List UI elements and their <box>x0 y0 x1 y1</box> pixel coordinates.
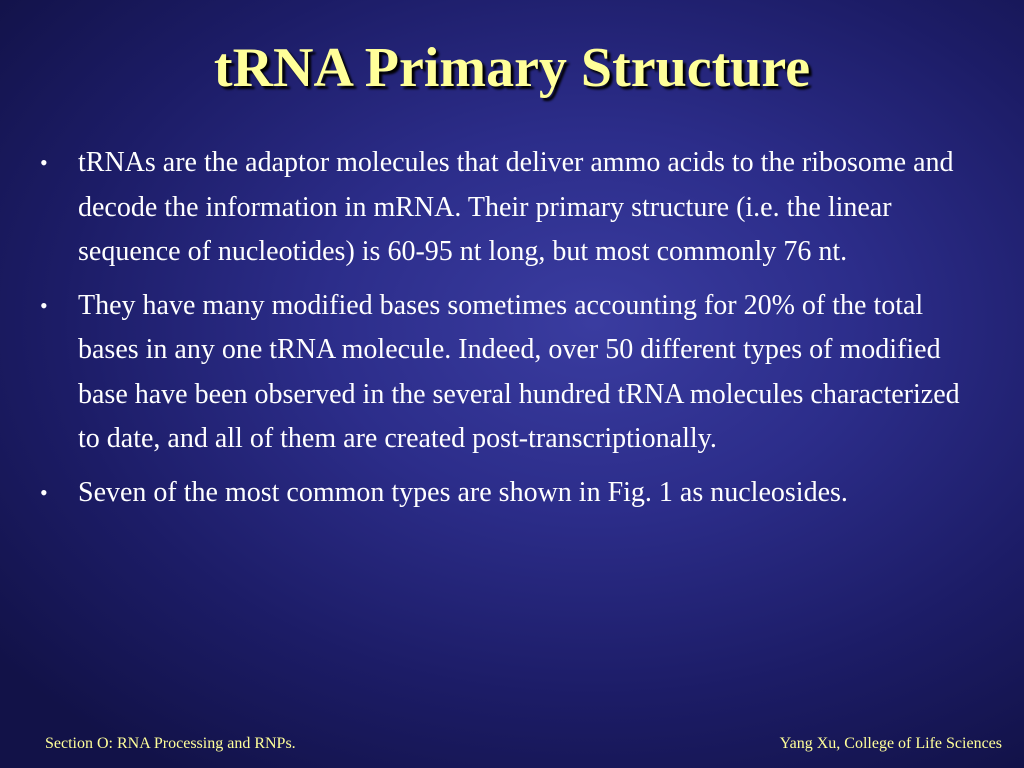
footer-section-label: Section O: RNA Processing and RNPs. <box>45 735 296 752</box>
bullet-item <box>40 284 985 462</box>
slide-title: tRNA Primary Structure <box>213 37 811 99</box>
bullet-dot-icon: • <box>40 150 48 175</box>
bullet-item <box>40 471 985 516</box>
bullet-item <box>40 141 985 275</box>
bullet-dot-icon: • <box>40 479 48 505</box>
bullet-text: tRNAs are the adaptor molecules that deliver ammo acids to the ribosome and decode the information in mRNA. Their primary structure (i.e. the linear sequence of nucleotides) is 60-95 nt long, but most commonly 76 nt. <box>78 147 954 267</box>
bullet-text: They have many modified bases sometimes accounting for 20% of the total bases in any one tRNA molecule. Indeed, over 50 different types of modified base have been observed in the several hundred tRNA molecules characterized to date, and all of them are created post-transcriptionally. <box>78 289 960 454</box>
footer-author-label: Yang Xu, College of Life Sciences <box>779 735 1002 752</box>
bullet-list <box>40 141 985 524</box>
bullet-dot-icon: • <box>40 292 48 318</box>
bullet-text: Seven of the most common types are shown in Fig. 1 as nucleosides. <box>78 476 848 508</box>
